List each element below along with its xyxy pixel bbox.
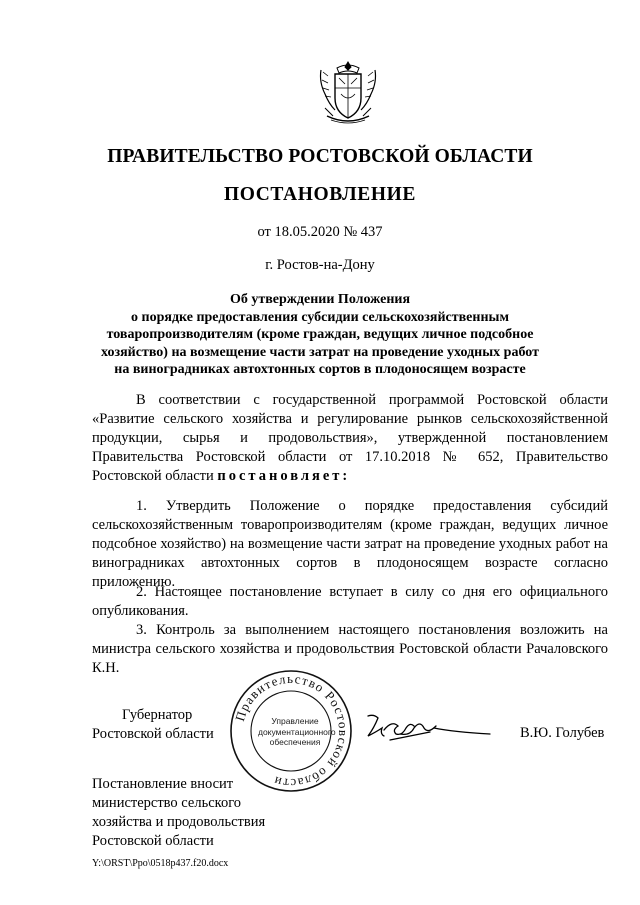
seal-center-text [258,716,336,748]
subject-line: Об утверждении Положения [229,292,411,307]
decree-item-text: 3. Контроль за выполнением настоящего постановления возложить на министра сельского хозяйства и продовольствия Ростовской области Рачаловского К.Н. [92,622,608,676]
rostov-coat-of-arms-icon [315,58,381,128]
decree-item-text: 1. Утвердить Положение о порядке предоставления субсидий сельскохозяйственным товаропроизводителям (кроме граждан, ведущих личное подсобное хозяйство) на возмещение части затрат на проведение уходных работ на виноградниках автохтонных сортов в плодоносящем возрасте согласно приложению. [92,498,608,590]
document-date-number: от 18.05.2020 № 437 [257,224,383,240]
submitter-line: министерство сельского [92,795,242,811]
svg-text:Правительство Ростовской облас: Правительство Ростовской области [232,670,352,792]
signatory-position [92,706,214,744]
document-type-title: ПОСТАНОВЛЕНИЕ [223,184,417,205]
decree-word: постановляет: [217,468,351,484]
subject-line: товаропроизводителям (кроме граждан, ведущих личное подсобное [106,327,534,342]
subject-line: о порядке предоставления субсидии сельскохозяйственным [131,309,509,325]
signatory-name: В.Ю. Голубев [520,725,605,741]
seal-text-line: документационного [258,726,336,737]
seal-text-line: Управление [271,716,319,726]
seal-text-line: обеспечения [269,737,321,747]
decree-item-2 [92,583,608,621]
decree-item-text: 2. Настоящее постановление вступает в силу со дня его официального опубликования. [92,584,608,619]
subject-line: хозяйство) на возмещение части затрат на проведение уходных работ [101,344,539,360]
file-path: Y:\ORST\Ppo\0518p437.f20.docx [92,858,229,869]
submitter-note [92,775,265,851]
submitter-line: Постановление вносит [92,776,234,792]
subject-line: на виноградниках автохтонных сортов в плодоносящем возрасте [114,362,526,377]
document-subject [0,291,640,379]
submitter-line: Ростовской области [92,833,214,849]
submitter-line: хозяйства и продовольствия [92,814,266,830]
handwritten-signature [360,710,500,755]
organization-title: ПРАВИТЕЛЬСТВО РОСТОВСКОЙ ОБЛАСТИ [107,146,533,167]
signatory-position-line: Ростовской области [92,726,214,742]
preamble-text: В соответствии с государственной программой Ростовской области «Развитие сельского хозяйства и регулирование рынков сельскохозяйственной продукции, сырья и продовольствия», утвержденной постановлением Правительства Ростовской области от 17.10.2018 № 652, Правительство Ростовской области [92,392,608,484]
decree-item-1 [92,497,608,592]
document-city: г. Ростов-на-Дону [265,257,375,273]
signatory-position-line: Губернатор [122,707,193,723]
preamble-paragraph [92,391,608,486]
